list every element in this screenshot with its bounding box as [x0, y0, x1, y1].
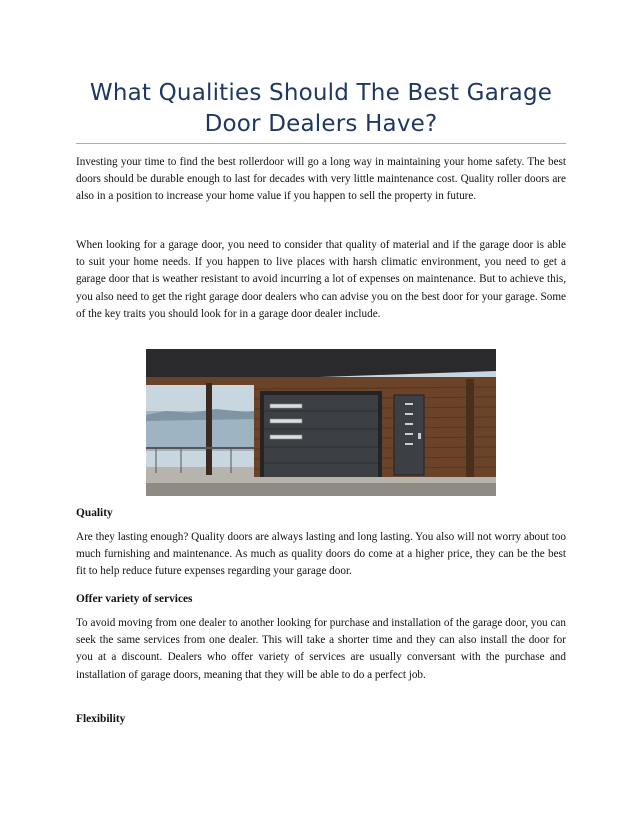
garage-door-photo — [146, 349, 496, 496]
section-heading-quality: Quality — [76, 507, 113, 519]
section-heading-flexibility: Flexibility — [76, 713, 126, 725]
body-paragraph: When looking for a garage door, you need to consider that quality of material and if the garage door is able to suit your home needs. If you happen to live places with harsh climatic environment, you need to get a garage door that is weather resistant to avoid incurring a lot of expenses on maintenance. But to achieve this, you also need to get the right garage door dealers who can advise you on the best door for your garage. Some of the key traits you should look for in a garage door dealer include. — [76, 239, 566, 320]
title-divider — [76, 143, 566, 144]
page-title: What Qualities Should The Best Garage Door Dealers Have? — [89, 80, 553, 137]
section-text-quality: Are they lasting enough? Quality doors are always lasting and long lasting. You also will not worry about too much furnishing and maintenance. As much as quality doors do come at a higher price, they can be the best fit to help reduce future expenses regarding your garage door. — [76, 531, 566, 578]
section-text-services: To avoid moving from one dealer to another looking for purchase and installation of the garage door, you can seek the same services from one dealer. This will take a shorter time and they can also install the door for you at a discount. Dealers who offer variety of services are usually conversant with the purchase and installation of garage doors, meaning that they will be able to do a perfect job. — [76, 617, 566, 681]
intro-paragraph: Investing your time to find the best rollerdoor will go a long way in maintaining your home safety. The best doors should be durable enough to last for decades with very little maintenance cost. Quality roller doors are also in a position to increase your home value if you happen to sell the property in future. — [76, 156, 566, 203]
section-heading-services: Offer variety of services — [76, 593, 193, 605]
